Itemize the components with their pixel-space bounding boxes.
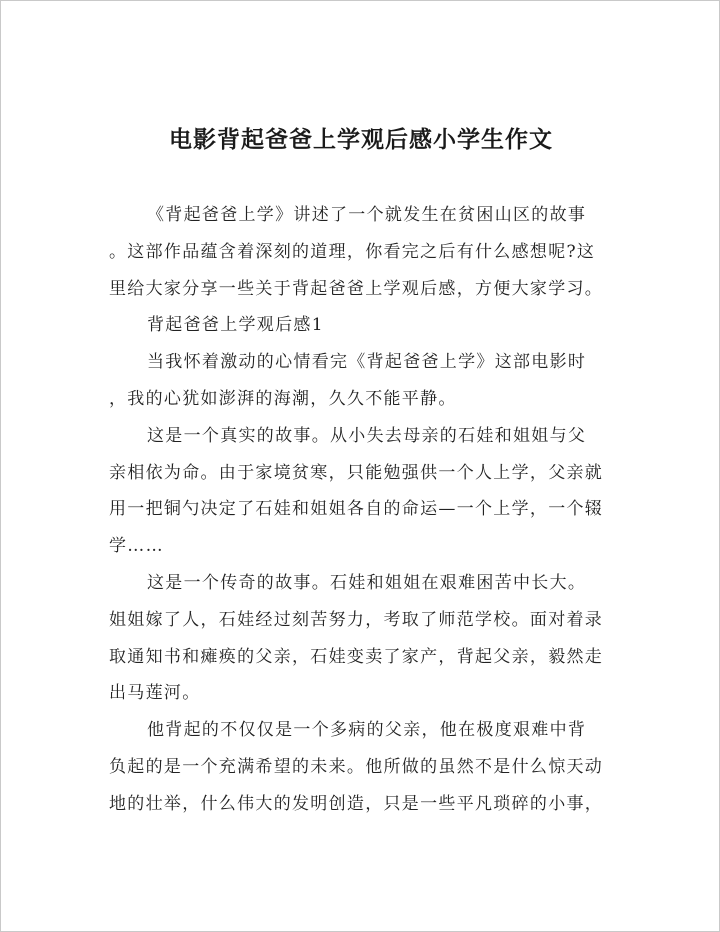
text-line: 。这部作品蕴含着深刻的道理，你看完之后有什么感想呢?这 bbox=[109, 241, 596, 262]
text-line: 他背起的不仅仅是一个多病的父亲，他在极度艰难中背 bbox=[147, 720, 587, 741]
text-line: 负起的是一个充满希望的未来。他所做的虽然不是什么惊天动 bbox=[109, 756, 604, 777]
text-line: 学…… bbox=[109, 536, 164, 557]
text-line: 姐姐嫁了人，石娃经过刻苦努力，考取了师范学校。面对着录 bbox=[109, 609, 604, 630]
document-title: 电影背起爸爸上学观后感小学生作文 bbox=[169, 127, 553, 153]
text-line: 亲相依为命。由于家境贫寒，只能勉强供一个人上学，父亲就 bbox=[109, 462, 604, 483]
text-line: 地的壮举，什么伟大的发明创造，只是一些平凡琐碎的小事， bbox=[109, 793, 604, 814]
text-line: 出马莲河。 bbox=[109, 683, 201, 704]
document-body bbox=[109, 197, 617, 823]
section-heading: 背起爸爸上学观后感1 bbox=[147, 315, 324, 336]
text-line: 当我怀着激动的心情看完《背起爸爸上学》这部电影时 bbox=[147, 352, 587, 373]
text-line: 取通知书和瘫痪的父亲，石娃变卖了家产，背起父亲，毅然走 bbox=[109, 646, 604, 667]
text-line: 这是一个真实的故事。从小失去母亲的石娃和姐姐与父 bbox=[147, 425, 587, 446]
text-line: 里给大家分享一些关于背起爸爸上学观后感，方便大家学习。 bbox=[109, 278, 604, 299]
text-line: 这是一个传奇的故事。石娃和姐姐在艰难困苦中长大。 bbox=[147, 572, 587, 593]
text-line: ，我的心犹如澎湃的海潮，久久不能平静。 bbox=[109, 388, 457, 409]
text-line: 《背起爸爸上学》讲述了一个就发生在贫困山区的故事 bbox=[147, 205, 587, 225]
text-line: 用一把铜勺决定了石娃和姐姐各自的命运—一个上学，一个辍 bbox=[109, 499, 604, 520]
